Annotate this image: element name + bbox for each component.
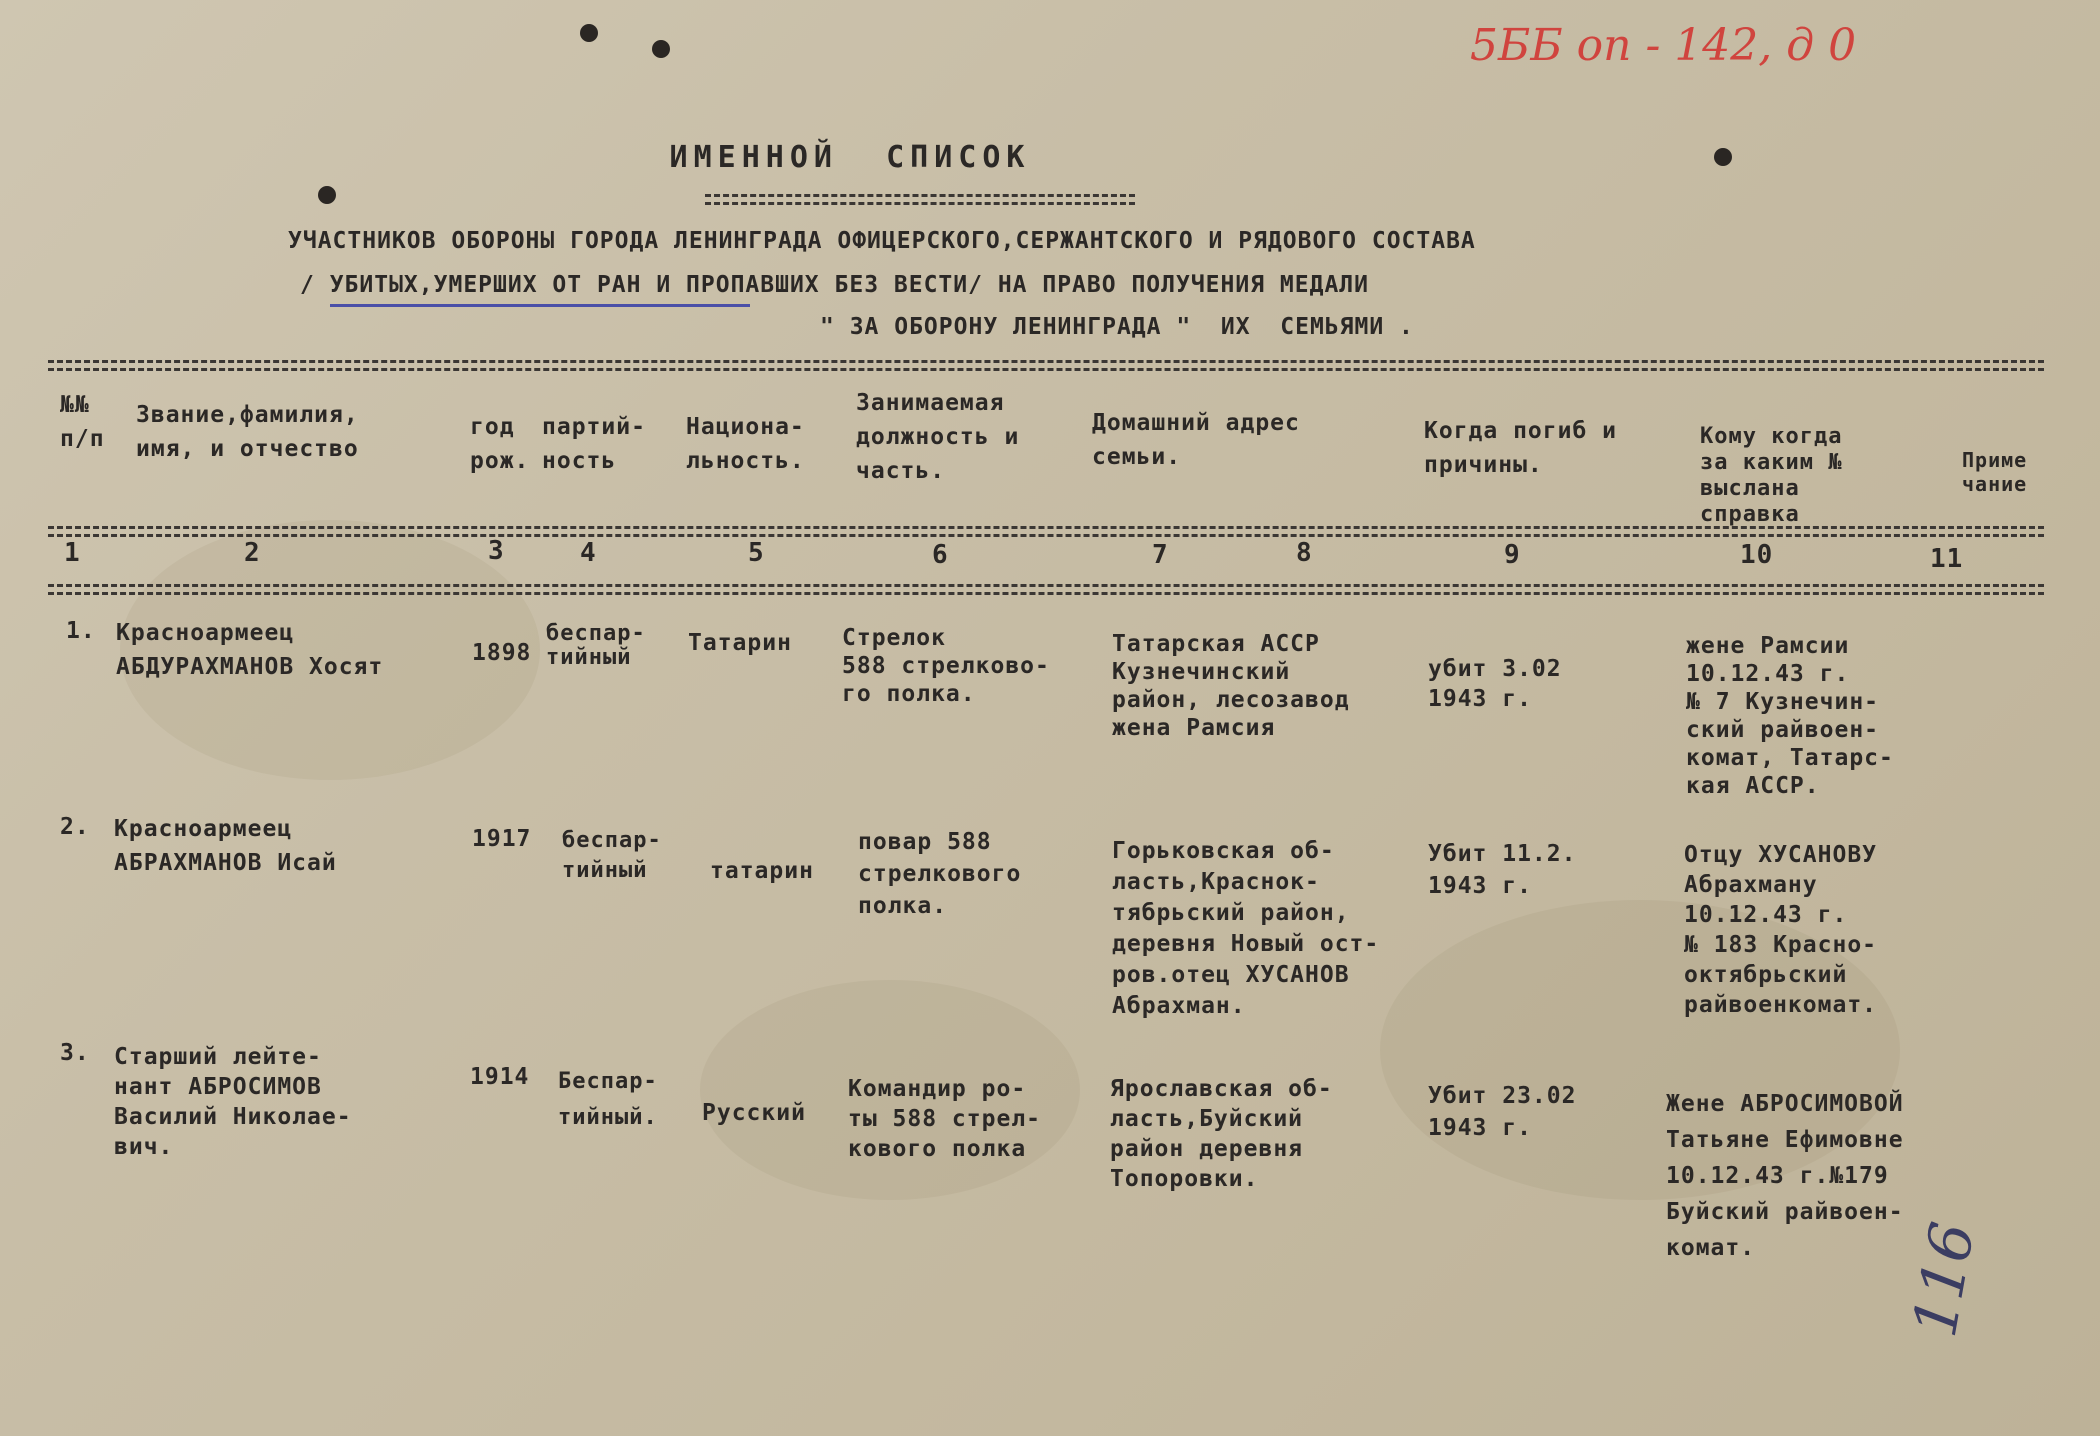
row-number: 2. bbox=[60, 814, 90, 840]
row-name: Красноармеец АБРАХМАНОВ Исай bbox=[114, 816, 337, 876]
col-header-3: год рож. bbox=[470, 414, 530, 474]
table-top-rule bbox=[48, 368, 2044, 371]
row-party: беспар- тийный bbox=[546, 621, 646, 670]
row-party: Беспар- тийный. bbox=[558, 1069, 658, 1130]
col-number-8: 8 bbox=[1296, 538, 1313, 568]
row-number: 1. bbox=[66, 618, 96, 644]
header-bottom-rule bbox=[48, 534, 2044, 537]
row-death: Убит 11.2. 1943 г. bbox=[1428, 841, 1577, 899]
row-death: Убит 23.02 1943 г. bbox=[1428, 1083, 1577, 1141]
punch-hole bbox=[580, 24, 598, 42]
row-year: 1914 bbox=[470, 1064, 530, 1090]
punch-hole bbox=[318, 186, 336, 204]
page-number: 116 bbox=[1900, 1217, 1989, 1343]
document-title: ИМЕННОЙ СПИСОК bbox=[669, 140, 1031, 175]
numbers-rule bbox=[48, 592, 2044, 595]
row-nationality: Татарин bbox=[688, 630, 792, 656]
row-address: Горьковская об- ласть,Краснок- тябрьский район, деревня Новый ост- ров.отец ХУСАНОВ Абрахман. bbox=[1112, 838, 1380, 1019]
subtitle-line-1: УЧАСТНИКОВ ОБОРОНЫ ГОРОДА ЛЕНИНГРАДА ОФИЦЕРСКОГО,СЕРЖАНТСКОГО И РЯДОВОГО СОСТАВА bbox=[288, 228, 1476, 254]
ink-underline bbox=[330, 304, 750, 307]
col-header-10: Кому когда за каким № выслана справка bbox=[1700, 424, 1843, 527]
numbers-rule bbox=[48, 584, 2044, 587]
col-header-2: Звание,фамилия, имя, и отчество bbox=[136, 402, 359, 462]
col-number-10: 10 bbox=[1740, 540, 1774, 570]
row-position: Командир ро- ты 588 стрел- кового полка bbox=[848, 1076, 1042, 1162]
row-year: 1898 bbox=[472, 640, 532, 666]
subtitle-line-3: " ЗА ОБОРОНУ ЛЕНИНГРАДА " ИХ СЕМЬЯМИ . bbox=[820, 314, 1414, 340]
col-number-11: 11 bbox=[1930, 544, 1964, 574]
archive-mark: 5ББ оп - 142, д 0 bbox=[1470, 20, 1857, 71]
col-number-2: 2 bbox=[244, 538, 261, 568]
col-header-4: партий- ность bbox=[542, 414, 646, 474]
col-number-7: 7 bbox=[1152, 540, 1169, 570]
row-name: Старший лейте- нант АБРОСИМОВ Василий Николае- вич. bbox=[114, 1044, 352, 1160]
punch-hole bbox=[652, 40, 670, 58]
row-position: повар 588 стрелкового полка. bbox=[858, 829, 1022, 919]
row-name: Красноармеец АБДУРАХМАНОВ Хосят bbox=[116, 620, 384, 680]
col-number-4: 4 bbox=[580, 538, 597, 568]
punch-hole bbox=[1714, 148, 1732, 166]
col-header-9: Когда погиб и причины. bbox=[1424, 418, 1618, 478]
col-number-5: 5 bbox=[748, 538, 765, 568]
col-header-7: Домашний адрес семьи. bbox=[1092, 410, 1300, 470]
subtitle-line-2: / УБИТЫХ,УМЕРШИХ ОТ РАН И ПРОПАВШИХ БЕЗ ВЕСТИ/ НА ПРАВО ПОЛУЧЕНИЯ МЕДАЛИ bbox=[300, 272, 1369, 298]
row-year: 1917 bbox=[472, 826, 532, 852]
row-nationality: Русский bbox=[702, 1100, 806, 1126]
col-number-1: 1 bbox=[64, 538, 81, 568]
row-notice: Отцу ХУСАНОВУ Абрахману 10.12.43 г. № 183 Красно- октябрьский райвоенкомат. bbox=[1684, 842, 1878, 1018]
row-party: беспар- тийный bbox=[562, 828, 662, 883]
col-number-3: 3 bbox=[488, 536, 505, 566]
row-death: убит 3.02 1943 г. bbox=[1428, 656, 1562, 712]
table-top-rule bbox=[48, 360, 2044, 363]
row-address: Ярославская об- ласть,Буйский район деревня Топоровки. bbox=[1110, 1076, 1333, 1192]
col-header-1: №№ п/п bbox=[60, 392, 105, 452]
row-position: Стрелок 588 стрелково- го полка. bbox=[842, 625, 1050, 707]
col-number-6: 6 bbox=[932, 540, 949, 570]
title-underline bbox=[705, 202, 1135, 205]
col-header-11: Приме чание bbox=[1962, 448, 2028, 496]
col-header-5: Национа- льность. bbox=[686, 414, 805, 474]
title-underline bbox=[705, 194, 1135, 197]
col-header-6: Занимаемая должность и часть. bbox=[856, 390, 1020, 484]
row-notice: жене Рамсии 10.12.43 г. № 7 Кузнечин- ский райвоен- комат, Татарс- кая АССР. bbox=[1686, 633, 1894, 799]
row-number: 3. bbox=[60, 1040, 90, 1066]
row-notice: Жене АБРОСИМОВОЙ Татьяне Ефимовне 10.12.43 г.№179 Буйский райвоен- комат. bbox=[1666, 1091, 1904, 1261]
row-address: Татарская АССР Кузнечинский район, лесозавод жена Рамсия bbox=[1112, 631, 1350, 741]
col-number-9: 9 bbox=[1504, 540, 1521, 570]
row-nationality: татарин bbox=[710, 858, 814, 884]
